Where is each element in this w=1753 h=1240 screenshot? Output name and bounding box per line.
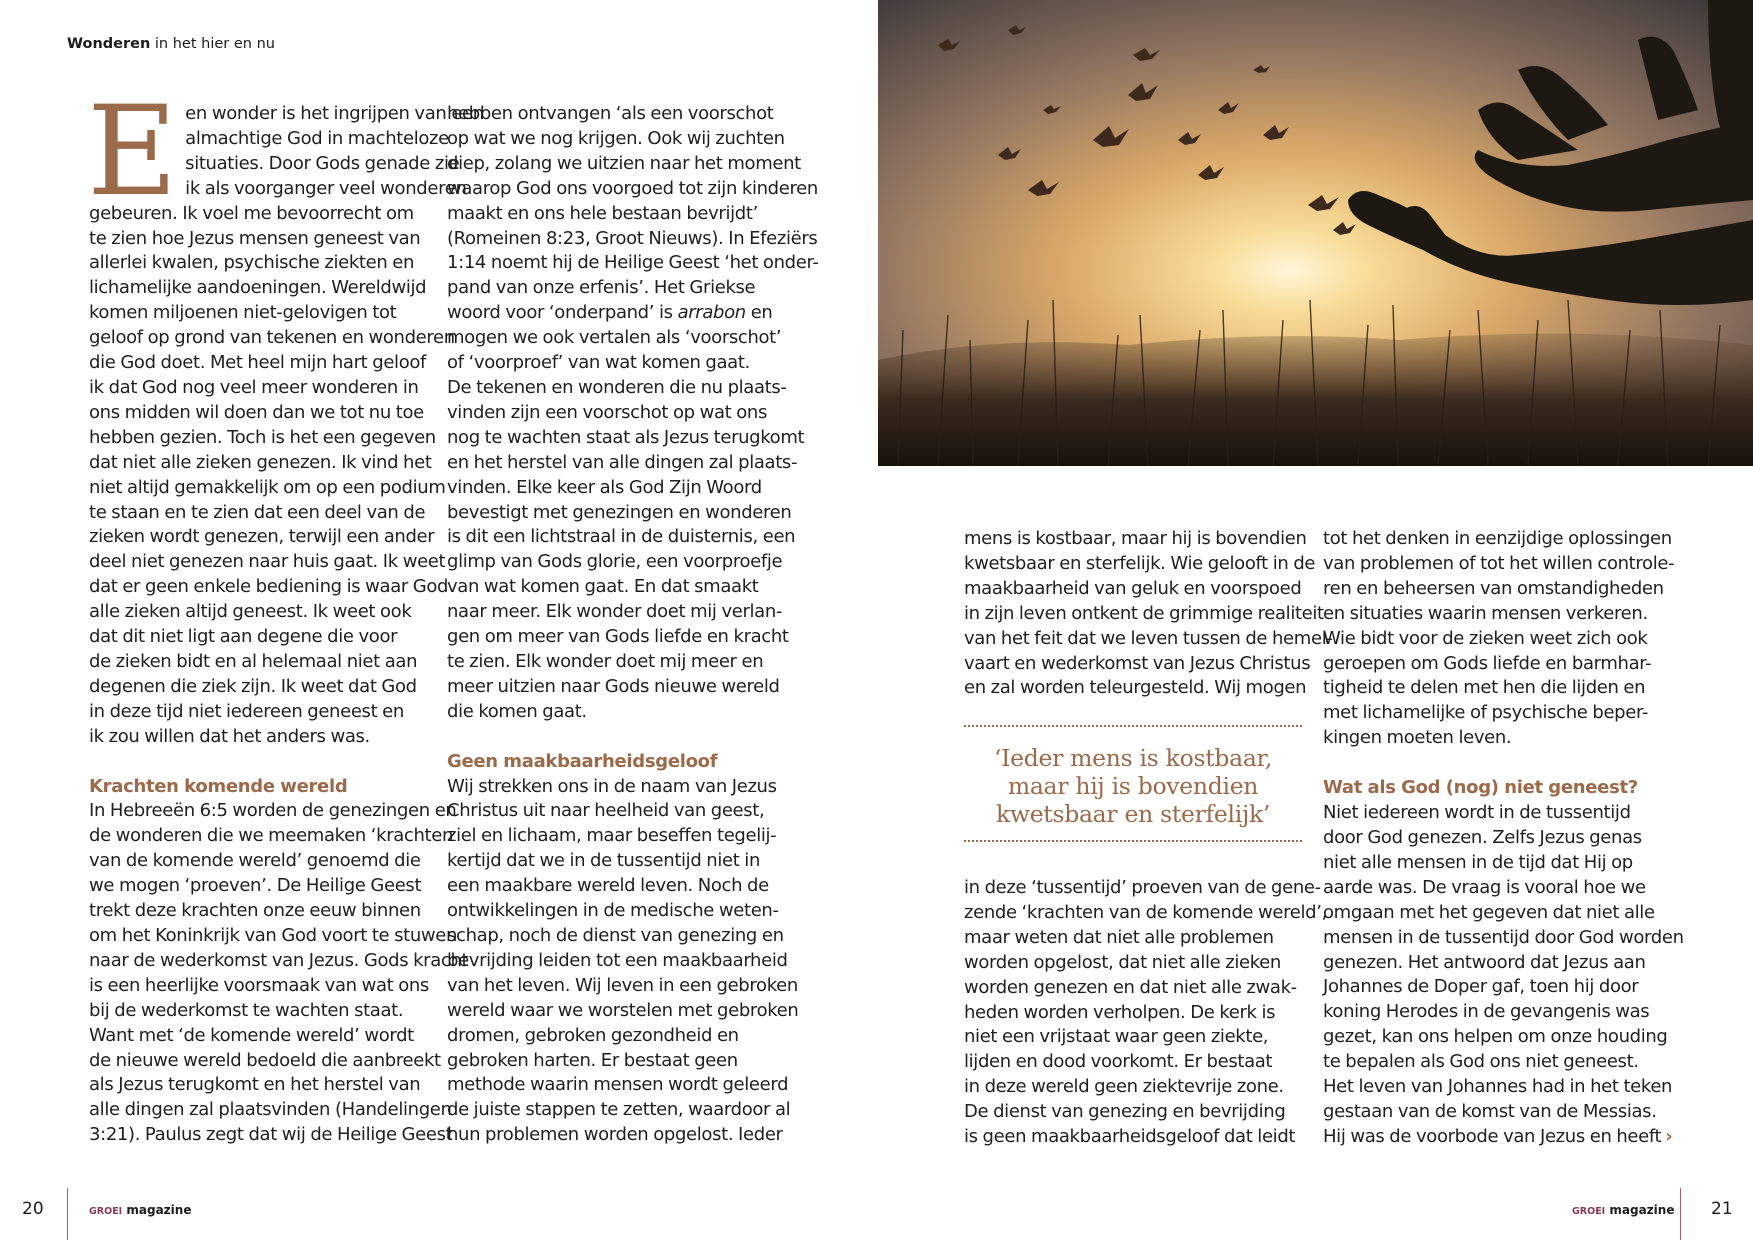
text-line: situaties. Door Gods genade zie	[185, 152, 460, 174]
text-line: een maakbare wereld leven. Noch de	[447, 875, 769, 897]
text-line: omgaan met het gegeven dat niet alle	[1323, 901, 1655, 923]
pull-quote	[964, 725, 1302, 842]
text-line: komen miljoenen niet-gelovigen tot	[89, 302, 397, 324]
subheading-maakbaarheid: Geen maakbaarheidsgeloof	[447, 750, 718, 772]
text-line: ‘Ieder mens is kostbaar,	[993, 744, 1273, 772]
text-line: 3:21). Paulus zegt dat wij de Heilige Geest	[89, 1124, 453, 1146]
column-2b-text	[447, 775, 797, 1149]
text-line: vinden zijn een voorschot op wat ons	[447, 401, 767, 423]
italic-term: arrabon	[677, 302, 746, 324]
text-line: te zien. Elk wonder doet mij meer en	[447, 650, 764, 672]
text-line: ziel en lichaam, maar beseffen tegelij-	[447, 825, 777, 847]
text-line: te bepalen als God ons niet geneest.	[1323, 1051, 1639, 1073]
column-3-text	[964, 527, 1333, 701]
text-line: gen om meer van Gods liefde en kracht	[447, 626, 789, 648]
text-line: almachtige God in machteloze	[185, 127, 449, 149]
text-line: geloof op grond van tekenen en wonderen	[89, 327, 455, 349]
text-line: de wonderen die we meemaken ‘krachten	[89, 825, 454, 847]
text-line: De tekenen en wonderen die nu plaats-	[447, 376, 787, 398]
section-subtitle: in het hier en nu	[150, 36, 275, 52]
pull-quote-text	[964, 727, 1302, 840]
text-line: mensen in de tussentijd door God worden	[1323, 926, 1684, 948]
text-line: Niet iedereen wordt in de tussentijd	[1323, 802, 1631, 824]
section-title: Wonderen	[67, 36, 151, 52]
brand-prefix: GROEI	[1572, 1206, 1606, 1217]
text-line: maar hij is bovendien	[1007, 772, 1259, 800]
text-line: van wat komen gaat. En dat smaakt	[447, 576, 759, 598]
text-line: Het leven van Johannes had in het teken	[1323, 1076, 1673, 1098]
text-line: of ‘voorproef’ van wat komen gaat.	[447, 352, 750, 374]
article-column-4	[1323, 527, 1684, 1150]
text-line: ren en beheersen van omstandigheden	[1323, 577, 1664, 599]
text-line: ik dat God nog veel meer wonderen in	[89, 376, 419, 398]
text-line: dromen, gebroken gezondheid en	[447, 1024, 739, 1046]
text-line: en situaties waarin mensen verkeren.	[1323, 602, 1648, 624]
text-line: genezen. Het antwoord dat Jezus aan	[1323, 951, 1646, 973]
text-line: gestaan van de komst van de Messias.	[1323, 1100, 1657, 1122]
text-line: woord voor ‘onderpand’ is arrabon en	[447, 302, 773, 324]
text-line: die God doet. Met heel mijn hart geloof	[89, 352, 427, 374]
text-line: degenen die ziek zijn. Ik weet dat God	[89, 675, 417, 697]
text-line: methode waarin mensen wordt geleerd	[447, 1074, 789, 1096]
text-line: vaart en wederkomst van Jezus Christus	[964, 652, 1311, 674]
text-line: we mogen ‘proeven’. De Heilige Geest	[89, 875, 422, 897]
text-line: Christus uit naar heelheid van geest,	[447, 800, 765, 822]
text-line: tot het denken in eenzijdige oplossingen	[1323, 528, 1672, 549]
text-line: diep, zolang we uitzien naar het moment	[447, 152, 801, 174]
text-line: ons midden wil doen dan we tot nu toe	[89, 401, 424, 423]
text-line: om het Koninkrijk van God voort te stuwen	[89, 925, 458, 946]
page-number-left: 20	[22, 1199, 44, 1219]
text-line: Wie bidt voor de zieken weet zich ook	[1323, 627, 1648, 649]
text-line: dat dit niet ligt aan degene die voor	[89, 626, 398, 648]
text-line: maakt en ons hele bestaan bevrijdt’	[447, 202, 758, 224]
text-line: als Jezus terugkomt en het herstel van	[89, 1074, 421, 1096]
text-line: Hij was de voorbode van Jezus en heeft ›	[1323, 1125, 1673, 1150]
text-line: kingen moeten leven.	[1323, 727, 1512, 749]
text-line: en wonder is het ingrijpen van een	[185, 103, 484, 124]
text-line: is een heerlijke voorsmaak van wat ons	[89, 974, 429, 996]
text-line: (Romeinen 8:23, Groot Nieuws). In Efeziërs	[447, 227, 818, 249]
text-line: bevrijding leiden tot een maakbaarheid	[447, 949, 788, 971]
running-header	[67, 36, 275, 52]
text-line: worden genezen en dat niet alle zwak-	[964, 976, 1297, 998]
text-line: naar de wederkomst van Jezus. Gods kracht	[89, 949, 469, 971]
text-line: geroepen om Gods liefde en barmhar-	[1323, 652, 1652, 674]
text-line: zieken wordt genezen, terwijl een ander	[89, 526, 435, 548]
text-line: in deze ‘tussentijd’ proeven van de gene-	[964, 877, 1321, 898]
brand-prefix: GROEI	[89, 1206, 123, 1217]
brand-suffix: magazine	[122, 1203, 192, 1217]
column-4b-text	[1323, 801, 1684, 1150]
text-line: kwetsbaar en sterfelijk. Wie gelooft in de	[964, 552, 1316, 574]
text-line: die komen gaat.	[447, 700, 587, 722]
text-line: tigheid te delen met hen die lijden en	[1323, 677, 1646, 699]
text-line: dat niet alle zieken genezen. Ik vind het	[89, 451, 432, 473]
text-line: van de komende wereld’ genoemd die	[89, 850, 421, 872]
text-line: maar weten dat niet alle problemen	[964, 926, 1274, 948]
text-line: heden worden verholpen. De kerk is	[964, 1001, 1276, 1023]
text-line: niet een vrijstaat waar geen ziekte,	[964, 1026, 1269, 1048]
text-line: van problemen of tot het willen controle-	[1323, 552, 1675, 574]
text-line: Wij strekken ons in de naam van Jezus	[447, 775, 777, 797]
article-column-3	[964, 527, 1333, 701]
text-line: alle zieken altijd geneest. Ik weet ook	[89, 601, 412, 623]
subheading-krachten: Krachten komende wereld	[89, 775, 348, 797]
text-line: gebroken harten. Er bestaat geen	[447, 1049, 738, 1071]
text-line: maakbaarheid van geluk en voorspoed	[964, 577, 1302, 599]
text-line: met lichamelijke of psychische beper-	[1323, 702, 1649, 724]
text-line: te staan en te zien dat een deel van de	[89, 501, 426, 523]
text-line: hun problemen worden opgelost. Ieder	[447, 1124, 783, 1146]
brand-left	[89, 1203, 191, 1217]
text-line: Johannes de Doper gaf, toen hij door	[1323, 976, 1639, 998]
text-line: van het leven. Wij leven in een gebroken	[447, 974, 798, 996]
column-4-text	[1323, 527, 1673, 751]
text-line: lichamelijke aandoeningen. Wereldwijd	[89, 277, 427, 299]
text-line: worden opgelost, dat niet alle zieken	[964, 951, 1281, 973]
hero-photo	[878, 0, 1753, 466]
column-3b-text	[964, 876, 1327, 1150]
text-line: naar meer. Elk wonder doet mij verlan-	[447, 601, 783, 623]
text-line: de juiste stappen te zetten, waardoor al	[447, 1099, 791, 1121]
text-line: pand van onze erfenis’. Het Griekse	[447, 277, 756, 299]
text-line: dat er geen enkele bediening is waar God	[89, 576, 449, 598]
text-line: mogen we ook vertalen als ‘voorschot’	[447, 327, 782, 349]
footer-rule-left	[67, 1188, 68, 1240]
subheading-wat-als: Wat als God (nog) niet geneest?	[1323, 777, 1638, 799]
text-line: lijden en dood voorkomt. Er bestaat	[964, 1051, 1273, 1073]
text-line: glimp van Gods glorie, een voorproefje	[447, 551, 783, 573]
text-line: meer uitzien naar Gods nieuwe wereld	[447, 675, 780, 697]
text-line: koning Herodes in de gevangenis was	[1323, 1001, 1650, 1023]
text-line: hebben gezien. Toch is het een gegeven	[89, 426, 436, 448]
text-line: door God genezen. Zelfs Jezus genas	[1323, 826, 1642, 848]
text-line: op wat we nog krijgen. Ook wij zuchten	[447, 127, 785, 149]
text-line: in deze wereld geen ziektevrije zone.	[964, 1076, 1284, 1098]
text-line: aarde was. De vraag is vooral hoe we	[1323, 876, 1646, 898]
article-column-2	[447, 102, 819, 1148]
text-line: alle dingen zal plaatsvinden (Handelingen	[89, 1099, 452, 1121]
text-line: trekt deze krachten onze eeuw binnen	[89, 900, 421, 922]
continue-arrow-icon: ›	[1665, 1125, 1673, 1147]
page-number-right: 21	[1711, 1199, 1733, 1219]
text-line: ik zou willen dat het anders was.	[89, 725, 370, 747]
text-line: en zal worden teleurgesteld. Wij mogen	[964, 677, 1307, 699]
text-line: te zien hoe Jezus mensen geneest van	[89, 227, 421, 249]
text-line: in zijn leven ontkent de grimmige realiteit	[964, 602, 1324, 624]
text-line: allerlei kwalen, psychische ziekten en	[89, 252, 415, 274]
text-line: in deze tijd niet iedereen geneest en	[89, 700, 404, 722]
text-line: bij de wederkomst te wachten staat.	[89, 999, 404, 1021]
text-line: gebeuren. Ik voel me bevoorrecht om	[89, 202, 414, 224]
sunset-hands-image	[878, 0, 1753, 466]
text-line: schap, noch de dienst van genezing en	[447, 925, 784, 946]
article-column-1	[87, 80, 484, 1148]
text-line: Want met ‘de komende wereld’ wordt	[89, 1024, 414, 1046]
text-line: wereld waar we worstelen met gebroken	[447, 999, 799, 1021]
text-line: In Hebreeën 6:5 worden de genezingen en	[89, 800, 457, 822]
text-line: De dienst van genezing en bevrijding	[964, 1101, 1286, 1123]
brand-right	[1572, 1203, 1674, 1217]
article-column-3b	[964, 876, 1327, 1150]
footer-rule-right	[1680, 1188, 1681, 1240]
text-line: waarop God ons voorgoed tot zijn kinderen	[447, 177, 818, 199]
text-line: ontwikkelingen in de medische weten-	[447, 900, 779, 922]
text-line: niet alle mensen in de tijd dat Hij op	[1323, 851, 1633, 873]
column-1b-text	[89, 799, 469, 1148]
text-line: de nieuwe wereld bedoeld die aanbreekt	[89, 1049, 441, 1071]
drop-cap: E	[87, 80, 178, 224]
brand-suffix: magazine	[1605, 1203, 1675, 1217]
text-line: de zieken bidt en al helemaal niet aan	[89, 650, 418, 672]
text-line: zende ‘krachten van de komende wereld’,	[964, 901, 1327, 923]
column-2-text	[447, 102, 819, 725]
text-line: nog te wachten staat als Jezus terugkomt	[447, 426, 805, 448]
text-line: ik als voorganger veel wonderen	[185, 177, 467, 199]
text-line: van het feit dat we leven tussen de hemel-	[964, 627, 1333, 649]
text-line: mens is kostbaar, maar hij is bovendien	[964, 528, 1307, 549]
italic-after: en	[745, 302, 773, 324]
text-line: kwetsbaar en sterfelijk’	[995, 800, 1271, 828]
text-line: bevestigt met genezingen en wonderen	[447, 501, 792, 523]
text-line: is dit een lichtstraal in de duisternis, een	[447, 526, 796, 548]
text-line: en het herstel van alle dingen zal plaats-	[447, 451, 798, 473]
text-line: vinden. Elke keer als God Zijn Woord	[447, 476, 762, 498]
text-line: niet altijd gemakkelijk om op een podium	[89, 476, 446, 498]
text-line: kertijd dat we in de tussentijd niet in	[447, 850, 761, 872]
text-line: gezet, kan ons helpen om onze houding	[1323, 1026, 1668, 1048]
text-line: deel niet genezen naar huis gaat. Ik weet	[89, 551, 446, 573]
text-line: is geen maakbaarheidsgeloof dat leidt	[964, 1126, 1296, 1148]
text-line: hebben ontvangen ‘als een voorschot	[447, 103, 774, 124]
text-line: 1:14 noemt hij de Heilige Geest ‘het onder-	[447, 252, 819, 274]
